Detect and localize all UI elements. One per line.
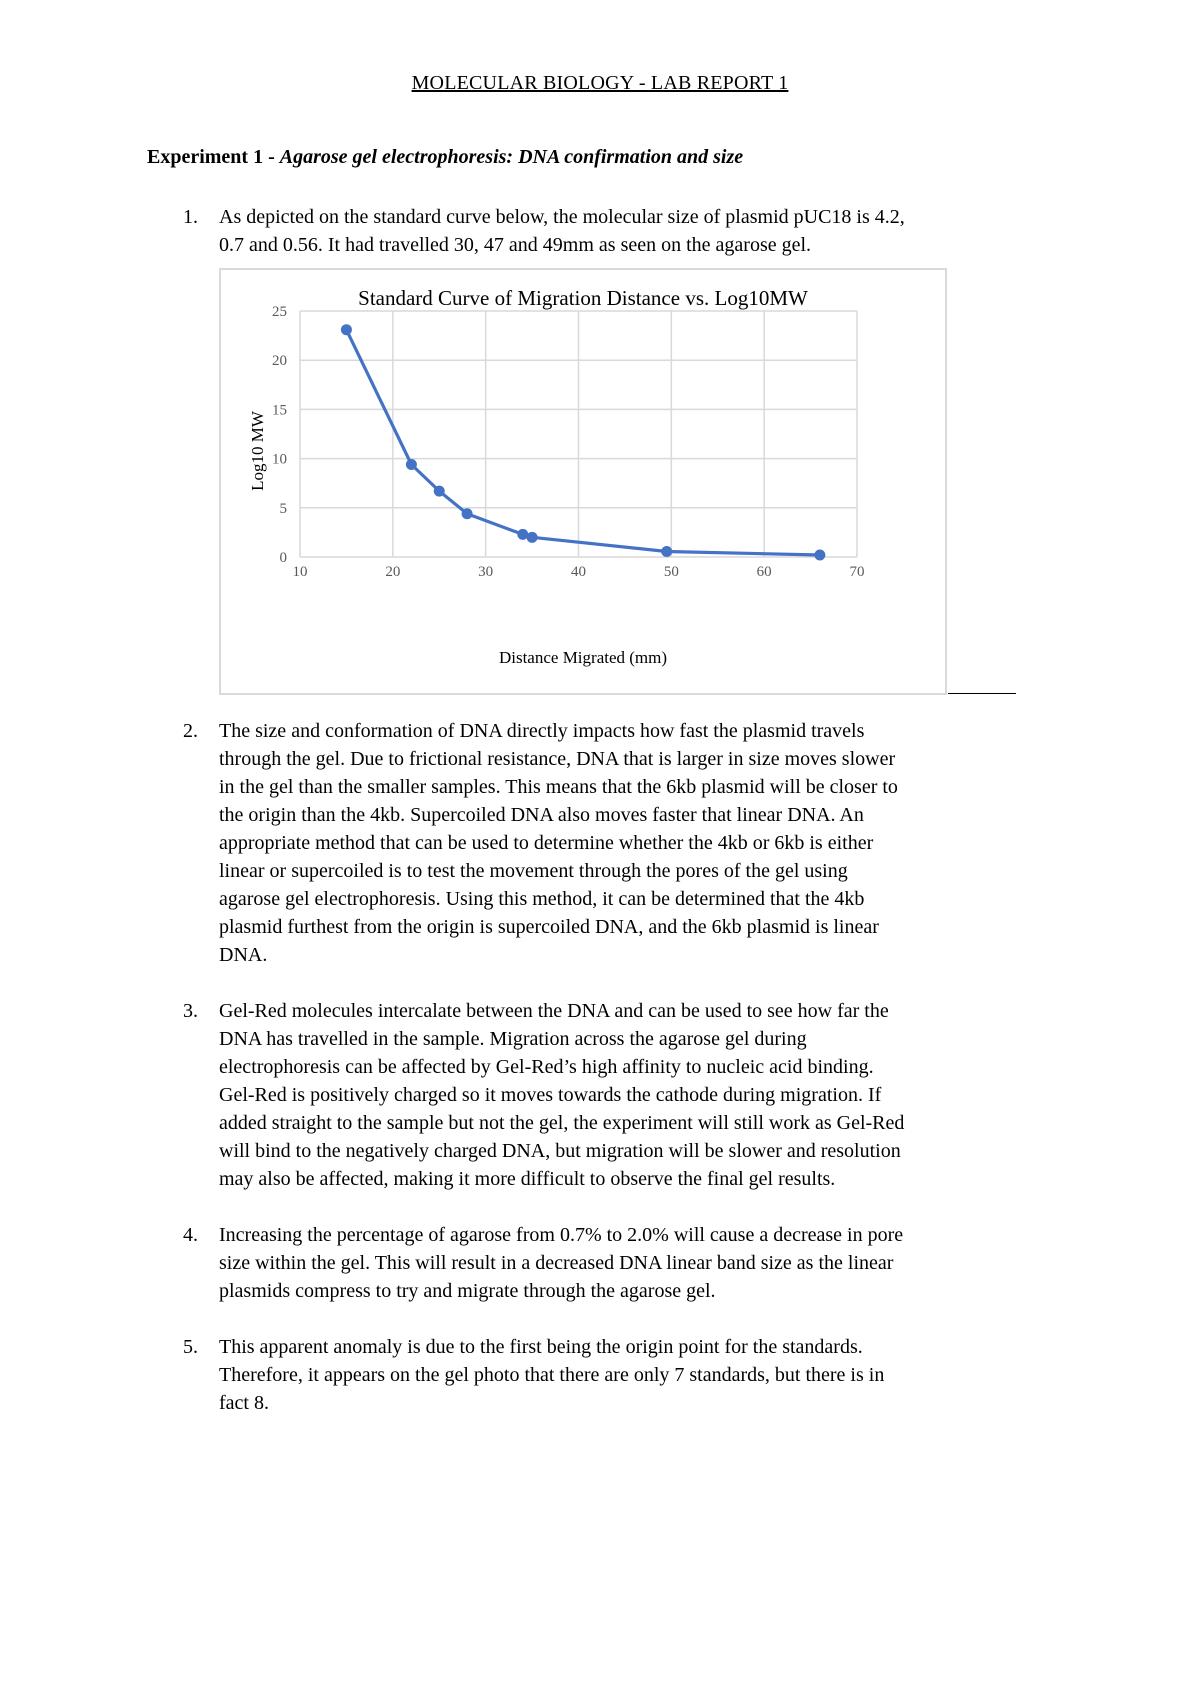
list-item-number: 5. (183, 1336, 198, 1358)
chart-frame (219, 268, 947, 695)
chart-grid (300, 311, 857, 557)
data-point (406, 460, 416, 470)
experiment-heading (147, 146, 743, 169)
data-point (815, 550, 825, 560)
y-tick-label: 25 (272, 304, 287, 320)
list-item (175, 1333, 1075, 1417)
x-tick-label: 40 (571, 564, 586, 580)
y-tick-label: 5 (279, 500, 287, 517)
trailing-underline (948, 693, 1016, 694)
y-tick-label: 0 (279, 550, 287, 566)
data-point (662, 546, 672, 556)
chart-ticks (272, 304, 865, 580)
list-item (175, 1221, 1075, 1305)
y-axis-label: Log10 MW (248, 411, 267, 491)
x-axis-label: Distance Migrated (mm) (498, 648, 668, 667)
x-tick-label: 60 (756, 564, 772, 580)
data-point (527, 532, 537, 542)
list-item-number: 2. (183, 720, 198, 742)
list-item-number: 3. (183, 1000, 198, 1022)
y-tick-label: 20 (272, 353, 287, 370)
data-point (518, 529, 528, 539)
list-item (175, 997, 1075, 1193)
x-tick-label: 30 (478, 564, 494, 580)
y-tick-label: 10 (272, 451, 287, 468)
list-item-number: 4. (183, 1224, 198, 1246)
list-item-text: As depicted on the standard curve below, the molecular size of plasmid pUC18 is 4.2, 0.7 and 0.56. It had travelled 30, 47 and 49mm as seen on the agarose gel. (219, 206, 905, 256)
data-point (462, 509, 472, 519)
series-line (346, 330, 820, 555)
list-item-text: This apparent anomaly is due to the first being the origin point for the standards. Therefore, it appears on the gel photo that there are only 7 standards, but there is in fact 8. (219, 1336, 885, 1414)
list-item-text: The size and conformation of DNA directly impacts how fast the plasmid travels through the gel. Due to frictional resistance, DNA that is larger in size moves slower in the gel than the smaller samples. This means that the 6kb plasmid will be closer to the origin than the 4kb. Supercoiled DNA also moves faster that linear DNA. An appropriate method that can be used to determine whether the 4kb or 6kb is either linear or supercoiled is to test the movement through the pores of the gel using agarose gel electrophoresis. Using this method, it can be determined that the 4kb plasmid furthest from the origin is supercoiled DNA, and the 6kb plasmid is linear DNA. (219, 720, 898, 966)
x-tick-label: 70 (849, 564, 865, 580)
chart-title: Standard Curve of Migration Distance vs. Log10MW (358, 286, 808, 310)
x-tick-label: 20 (385, 564, 401, 580)
list-item (175, 717, 1075, 969)
experiment-label: Experiment 1 - (147, 146, 280, 168)
document-title: MOLECULAR BIOLOGY - LAB REPORT 1 (411, 72, 789, 94)
x-tick-label: 10 (292, 564, 308, 580)
y-tick-label: 15 (272, 402, 287, 419)
x-tick-label: 50 (663, 564, 679, 580)
list-item-text: Gel-Red molecules intercalate between the DNA and can be used to see how far the DNA has travelled in the sample. Migration across the agarose gel during electrophoresis can be affected by Gel-Red’s high affinity to nucleic acid binding. Gel-Red is positively charged so it moves towards the cathode during migration. If added straight to the sample but not the gel, the experiment will still work as Gel-Red will bind to the negatively charged DNA, but migration will be slower and resolution may also be affected, making it more difficult to observe the final gel results. (219, 1000, 905, 1190)
list-item-text: Increasing the percentage of agarose from 0.7% to 2.0% will cause a decrease in pore size within the gel. This will result in a decreased DNA linear band size as the linear plasmids compress to try and migrate through the agarose gel. (219, 1224, 904, 1302)
list-item-number: 1. (183, 206, 198, 228)
experiment-title: Agarose gel electrophoresis: DNA confirmation and size (279, 146, 744, 168)
data-point (341, 325, 351, 335)
data-point (434, 486, 444, 496)
standard-curve-chart (221, 270, 945, 693)
list-item (175, 203, 1075, 259)
